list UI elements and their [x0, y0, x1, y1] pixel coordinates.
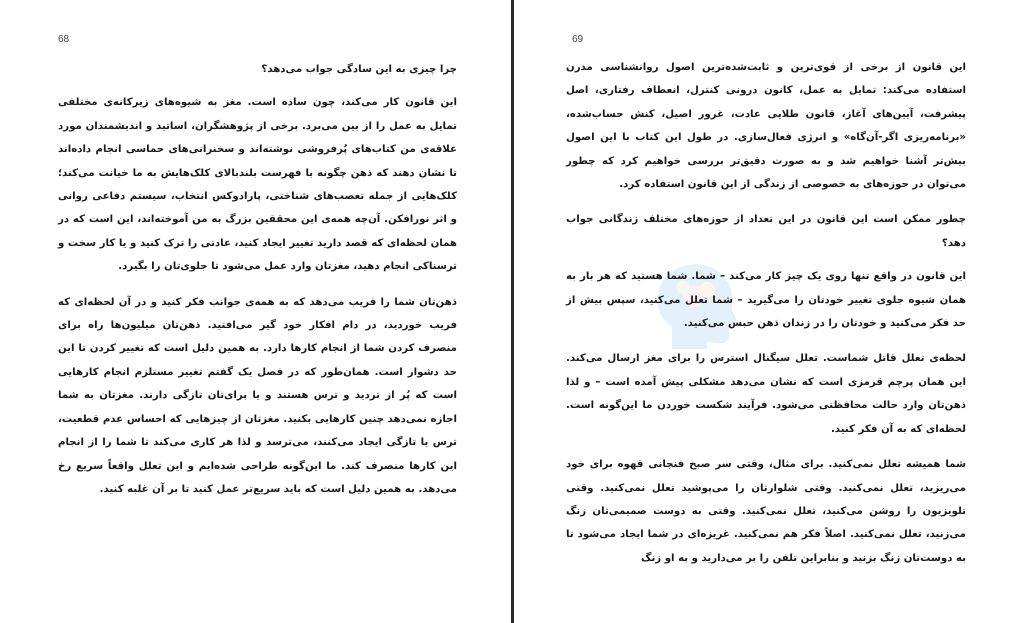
- paragraph: ذهن‌تان شما را فریب می‌دهد که به همه‌ی جوانب فکر کنید و در آن لحظه‌ای که فریب خوردید، در دام افکار خود گیر می‌افتید. ذهن‌تان میلیون‌ها راه برای منصرف کردن شما از انجام کارها دارد. به همین دلیل است که تغییر کردن تا این حد دشوار است. همان‌طور که در فصل یک گفتم تغییر مستلزم انجام کارهایی است که پُر از تردید و ترس هستند و یا برای‌تان تازگی دارند. مغزتان به شما اجازه نمی‌دهد چنین کارهایی بکنید. مغزتان از چیزهایی که احساس عدم قطعیت، ترس یا تازگی ایجاد می‌کنند، می‌ترسد و لذا هر کاری می‌کند تا شما را از انجام این کارها منصرف کند. ما این‌گونه طراحی شده‌ایم و این تعلل واقعاً سریع رخ می‌دهد. به همین دلیل است که باید سریع‌تر عمل کنید تا بر آن غلبه کنید.: [58, 296, 457, 495]
- paragraph: شما همیشه تعلل نمی‌کنید. برای مثال، وقتی سر صبح فنجانی قهوه برای خود می‌ریزید، تعلل نمی‌کنید. وقتی شلوارتان را می‌پوشید تعلل نمی‌کنید. وقتی تلویزیون را روشن می‌کنید، تعلل نمی‌کنید. وقتی به دوست صمیمی‌تان زنگ می‌زنید، تعلل نمی‌کنید. اصلاً فکر هم نمی‌کنید. غریزه‌ای در شما ایجاد می‌شود تا به دوست‌تان زنگ بزنید و بنابراین تلفن را بر می‌دارید و به او زنگ: [566, 459, 966, 564]
- section-heading: چرا چیزی به این سادگی جواب می‌دهد؟: [261, 64, 457, 75]
- paragraph: لحظه‌ی تعلل قاتل شماست. تعلل سیگنال استرس را برای مغز ارسال می‌کند. این همان پرچم قرمزی است که نشان می‌دهد مشکلی پیش آمده است – و لذا ذهن‌تان وارد حالت محافظتی می‌شود. فرآیند شکست خوردن ما این‌گونه است. لحظه‌ای که به آن فکر کنید.: [566, 353, 966, 435]
- page-number: 69: [572, 34, 584, 45]
- paragraph: این قانون از برخی از قوی‌ترین و ثابت‌شده‌ترین اصول روانشناسی مدرن استفاده می‌کند: تمایل به عمل، کانون درونی کنترل، انعطاف رفتاری، اصل پیشرفت، آیین‌های آغاز، قانون طلایی عادت، غرور اصیل، کنش حساب‌شده، «برنامه‌ریزی اگر-آن‌گاه» و انرژی فعال‌سازی. در طول این کتاب با این اصول بیش‌تر آشنا خواهیم شد و به صورت دقیق‌تر بررسی خواهیم کرد که چطور می‌توان در حوزه‌های به خصوصی از زندگی از این قانون استفاده کرد.: [566, 62, 966, 191]
- left-text-column: [58, 58, 457, 513]
- paragraph: این قانون کار می‌کند، چون ساده است. مغز به شیوه‌های زیرکانه‌ی مختلفی تمایل به عمل را از بین می‌برد. برخی از پژوهشگران، اساتید و اندیشمندان مورد علاقه‌ی من کتاب‌های پُرفروشی نوشته‌اند و سخنرانی‌های حماسی انجام داده‌اند تا نشان دهند که ذهن چگونه با فهرست بلندبالای کلک‌هایش به ما خیانت می‌کند؛ کلک‌هایی از جمله تعصب‌های شناختی، پارادوکس انتخاب، سیستم دفاعی روانی و اثر نورافکن. آن‌چه همه‌ی این محققین بزرگ به من آموخته‌اند، این است که در همان لحظه‌ای که قصد دارید تغییر ایجاد کنید، عادتی را ترک کنید و یا کار سخت و ترسناکی انجام دهید، مغزتان وارد عمل می‌شود تا جلوی‌تان را بگیرد.: [58, 97, 457, 273]
- paragraph: این قانون در واقع تنها روی یک چیز کار می‌کند – شما. شما هستید که هر بار به همان شیوه جلوی تغییر خودتان را می‌گیرید – شما تعلل می‌کنید، سپس بیش از حد فکر می‌کنید و خودتان را در زندان ذهن حبس می‌کنید.: [566, 271, 966, 330]
- page-number: 68: [58, 34, 70, 45]
- right-text-column: [566, 56, 966, 582]
- section-heading: چطور ممکن است این قانون در این تعداد از حوزه‌های مختلف زندگانی جواب دهد؟: [566, 214, 966, 249]
- left-page: [0, 0, 511, 623]
- right-page: [514, 0, 1024, 623]
